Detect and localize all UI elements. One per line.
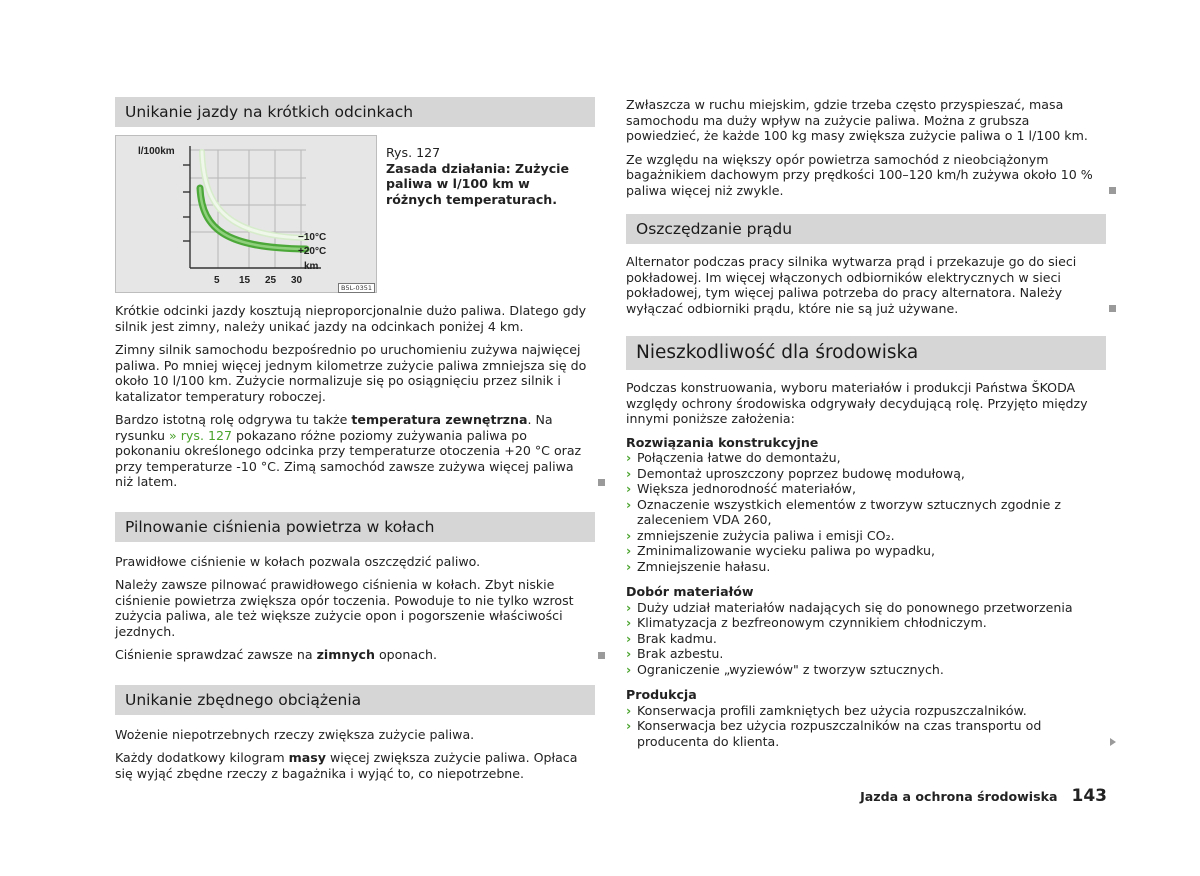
arrow-icon: › xyxy=(626,661,632,677)
paragraph: Wożenie niepotrzebnych rzeczy zwiększa zużycie paliwa. xyxy=(115,726,475,742)
arrow-icon: › xyxy=(626,450,632,465)
paragraph: Zimny silnik samochodu bezpośrednio po uruchomieniu zużywa najwięcej paliwa. Po mniej więcej jednym kilometrze zużycie paliwa zmniejsza się do około 10 l/100 km. Zużycie normalizuje się po osiągnięciu przez silnik i katalizator temperatury roboczej. xyxy=(115,342,587,404)
chapter-title: Jazda a ochrona środowiska xyxy=(860,789,1058,804)
paragraph: Każdy dodatkowy kilogram masy więcej zwiększa zużycie paliwa. Opłaca się wyjąć zbędne rzeczy z bagażnika i wyjąć to, co niepotrzebne. xyxy=(115,750,578,781)
arrow-icon: › xyxy=(626,630,632,646)
paragraph: Należy zawsze pilnować prawidłowego ciśnienia w kołach. Zbyt niskie ciśnienie powietrza zwiększa opór toczenia. Powoduje to nie tylko wzrost zużycia paliwa, ale też większe zużycie opon i pogorszenie właściwości jezdnych. xyxy=(115,577,574,639)
x-tick-5: 5 xyxy=(214,275,220,286)
figure-link[interactable]: » rys. 127 xyxy=(169,427,232,443)
arrow-icon: › xyxy=(626,646,632,661)
arrow-icon: › xyxy=(626,465,632,481)
figure-title: Zasada działania: Zużycie paliwa w l/100 km w różnych temperaturach. xyxy=(386,160,570,207)
list-production xyxy=(626,703,1106,750)
x-tick-30: 30 xyxy=(291,275,303,286)
paragraph: Bardzo istotną rolę odgrywa tu także temperatura zewnętrzna. Na rysunku » rys. 127 pokazano różne poziomy zużywania paliwa po pokonaniu określonego odcinka przy temperaturze otoczenia +20 °C oraz przy temperaturze -10 °C. Zimą samochód zawsze zużywa więcej paliwa niż latem. xyxy=(115,412,595,490)
arrow-icon: › xyxy=(626,615,632,630)
arrow-icon: › xyxy=(626,599,632,615)
legend-plus20: +20°C xyxy=(298,246,327,257)
list-item: › Duży udział materiałów nadających się do ponownego przetworzenia xyxy=(626,599,1073,615)
y-ticks xyxy=(183,165,190,241)
paragraph: Zwłaszcza w ruchu miejskim, gdzie trzeba często przyspieszać, masa samochodu ma duży wpływ na zużycie paliwa. Można z grubsza powiedzieć, że każde 100 kg masy zwiększa zużycie paliwa o 1 l/100 km. xyxy=(626,97,1088,143)
paragraph: Podczas konstruowania, wyboru materiałów i produkcji Państwa ŠKODA względy ochrony środowiska odgrywały decydującą rolę. Przyjęto między innymi poniższe założenia: xyxy=(626,380,1088,426)
x-axis-label: km xyxy=(304,261,319,272)
left-column xyxy=(115,97,595,789)
section-end-mark xyxy=(1109,305,1116,312)
arrow-icon: › xyxy=(626,558,632,574)
list-item: › Klimatyzacja z bezfreonowym czynnikiem chłodniczym. xyxy=(626,615,987,630)
paragraph: Ciśnienie sprawdzać zawsze na zimnych oponach. xyxy=(115,647,595,663)
list-item: › Zminimalizowanie wycieku paliwa po wypadku, xyxy=(626,543,936,558)
arrow-icon: › xyxy=(626,702,632,718)
list-item: › Większa jednorodność materiałów, xyxy=(626,481,856,496)
arrow-icon: › xyxy=(626,496,632,512)
list-item: › Zmniejszenie hałasu. xyxy=(626,558,771,574)
arrow-icon: › xyxy=(626,718,632,733)
paragraph: Alternator podczas pracy silnika wytwarza prąd i przekazuje go do sieci pokładowej. Im więcej włączonych odbiorników elektrycznych w sieci pokładowej, tym więcej paliwa potrzeba do pracy alternatora. Należy wyłączać odbiorniki prądu, które nie są już używane. xyxy=(626,254,1106,316)
section-end-mark xyxy=(598,652,605,659)
list-item: › zmniejszenie zużycia paliwa i emisji CO₂. xyxy=(626,527,895,543)
subheading-production: Produkcja xyxy=(626,687,697,702)
section-heading-environment: Nieszkodliwość dla środowiska xyxy=(626,336,1106,370)
list-item: › Konserwacja bez użycia rozpuszczalników na czas transportu od producenta do klienta. xyxy=(626,718,1106,749)
figure-code: B5L-0351 xyxy=(338,283,375,293)
paragraph: Prawidłowe ciśnienie w kołach pozwala oszczędzić paliwo. xyxy=(115,553,481,569)
chart-svg xyxy=(116,136,376,292)
list-item: › Połączenia łatwe do demontażu, xyxy=(626,450,841,465)
section-heading-excess-load: Unikanie zbędnego obciążenia xyxy=(115,685,595,715)
list-item: › Ograniczenie „wyziewów" z tworzyw sztucznych. xyxy=(626,661,944,677)
list-item: › Brak kadmu. xyxy=(626,630,717,646)
section-heading-short-trips: Unikanie jazdy na krótkich odcinkach xyxy=(115,97,595,127)
legend-minus10: −10°C xyxy=(298,232,327,243)
figure-127 xyxy=(115,135,595,293)
list-materials xyxy=(626,600,1106,678)
list-item: › Brak azbestu. xyxy=(626,646,724,661)
subheading-materials: Dobór materiałów xyxy=(626,584,754,599)
arrow-icon: › xyxy=(626,481,632,496)
x-tick-25: 25 xyxy=(265,275,277,286)
subheading-design: Rozwiązania konstrukcyjne xyxy=(626,434,819,450)
paragraph: Ze względu na większy opór powietrza samochód z nieobciążonym bagażnikiem dachowym przy prędkości 100–120 km/h zużywa około 10 % paliwa więcej niż zwykle. xyxy=(626,152,1106,199)
list-item: › Demontaż uproszczony poprzez budowę modułową, xyxy=(626,465,965,481)
figure-number: Rys. 127 xyxy=(386,145,441,160)
continue-arrow-icon xyxy=(1110,738,1116,746)
y-axis-label: l/100km xyxy=(138,146,175,157)
arrow-icon: › xyxy=(626,543,632,558)
page-number: 143 xyxy=(1071,786,1107,806)
section-end-mark xyxy=(1109,187,1116,194)
x-tick-15: 15 xyxy=(239,275,251,286)
fuel-consumption-chart xyxy=(115,135,377,293)
right-column xyxy=(626,97,1106,749)
paragraph: Krótkie odcinki jazdy kosztują nieproporcjonalnie dużo paliwa. Dlatego gdy silnik jest zimny, należy unikać jazdy na odcinkach poniżej 4 km. xyxy=(115,303,587,334)
section-heading-tire-pressure: Pilnowanie ciśnienia powietrza w kołach xyxy=(115,512,595,542)
list-design xyxy=(626,450,1106,574)
arrow-icon: › xyxy=(626,527,632,543)
list-item: › Oznaczenie wszystkich elementów z tworzyw sztucznych zgodnie z zaleceniem VDA 260, xyxy=(626,496,1062,527)
page-footer xyxy=(860,786,1107,806)
section-end-mark xyxy=(598,479,605,486)
section-heading-saving-electricity: Oszczędzanie prądu xyxy=(626,214,1106,244)
list-item: › Konserwacja profili zamkniętych bez użycia rozpuszczalników. xyxy=(626,702,1027,718)
figure-caption xyxy=(386,135,586,293)
